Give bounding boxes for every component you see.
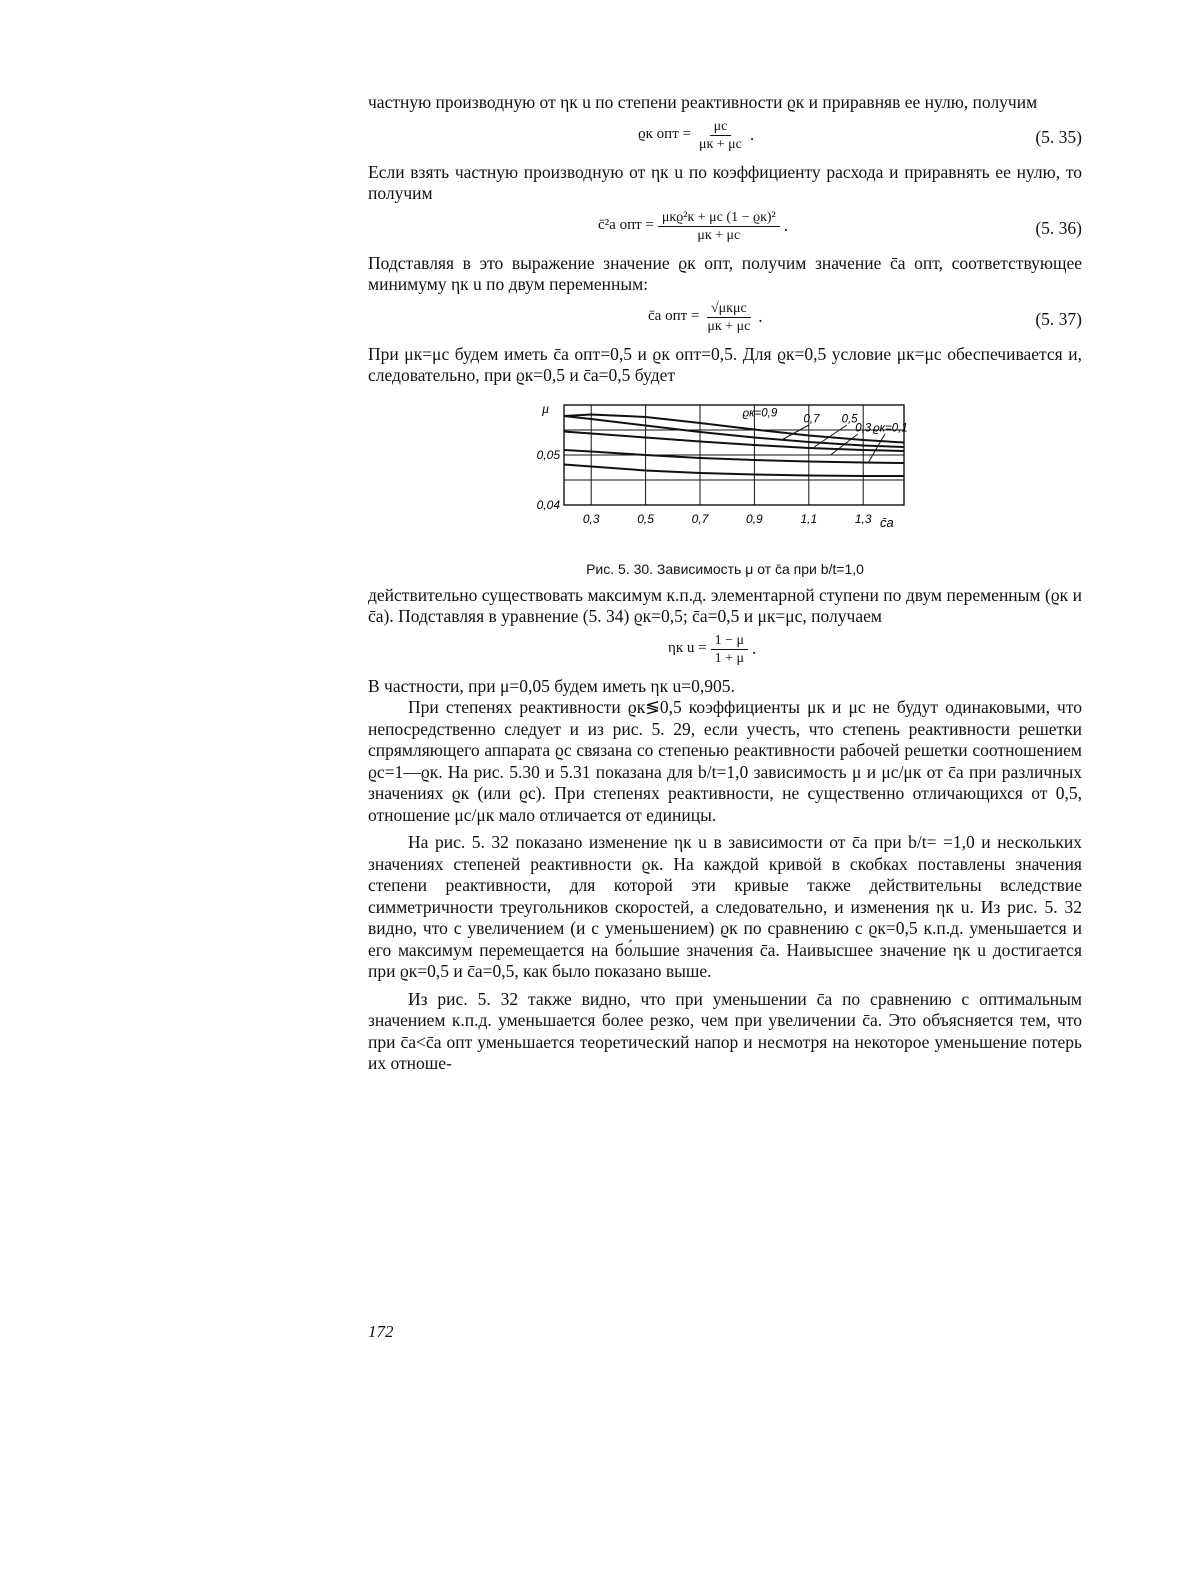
x-tick-label: 0,9 (746, 511, 763, 526)
eq1-denominator: μк + μc (698, 136, 742, 152)
eq2-tail: . (783, 215, 789, 236)
paragraph-9: Из рис. 5. 32 также видно, что при уменьшении c̄a по сравнению с оптимальным значением к.п.д. уменьшается более резко, чем при увеличении c̄a. Это объясняется тем, что при c̄a<c̄a опт уменьшается теоретический напор и несмотря на некоторое уменьшение потерь их отноше- (368, 988, 1082, 1073)
paragraph-4: При μк=μc будем иметь c̄a опт=0,5 и ϱк опт=0,5. Для ϱк=0,5 условие μк=μc обеспечивается и, следовательно, при ϱк=0,5 и c̄a=0,5 будет (368, 343, 1082, 385)
series-line-3 (564, 450, 904, 463)
x-tick-label: 1,3 (854, 511, 872, 526)
eq4-numerator: 1 − μ (711, 632, 748, 650)
page-content (368, 92, 1082, 1075)
eq2-lhs: c̄²a опт = (598, 217, 654, 234)
eq3-number: (5. 37) (1035, 308, 1082, 329)
eq3-numerator: √μкμc (707, 300, 751, 318)
x-axis-label: c̄a (880, 514, 894, 530)
paragraph-2: Если взять частную производную от ηк u по коэффициенту расхода и приравнять ее нулю, то получим (368, 161, 1082, 203)
eq2-fraction (658, 209, 780, 244)
leader-line-3 (869, 434, 885, 462)
x-tick-label: 1,1 (800, 511, 818, 526)
curve-label: 0,3 (855, 422, 872, 434)
eq2-denominator: μк + μc (697, 227, 741, 243)
eq1-tail: . (749, 124, 755, 145)
curve-label: 0,7 (803, 413, 820, 425)
figure-5-30 (368, 399, 1082, 575)
eq1-number: (5. 35) (1035, 126, 1082, 147)
y-tick-label: 0,05 (536, 447, 560, 462)
paragraph-8: На рис. 5. 32 показано изменение ηк u в зависимости от c̄a при b/t= =1,0 и нескольких значениях степеней реактивности ϱк. На каждой кривой в скобках поставлены значения степени реактивности, для которой эти кривые также действительны вследствие симметричности треугольников скоростей, а следовательно, и изменения ηк u. Из рис. 5. 32 видно, что с увеличением (и с уменьшением) ϱк по сравнению с ϱк=0,5 к.п.д. уменьшается и его максимум перемещается на бо́льшие значения c̄a. Наивысшее значение ηк u достигается при ϱк=0,5 и c̄a=0,5, как было показано выше. (368, 832, 1082, 981)
eq2-numerator: μкϱ²к + μc (1 − ϱк)² (658, 209, 780, 227)
y-tick-label: 0,04 (536, 497, 560, 512)
chart-curve-labels (742, 407, 907, 462)
series-line-4 (564, 464, 904, 476)
x-tick-label: 0,3 (582, 511, 600, 526)
eq3-fraction (703, 300, 754, 335)
eq2-number: (5. 36) (1035, 217, 1082, 238)
curve-label: ϱк=0,9 (742, 407, 778, 419)
paragraph-1: частную производную от ηк u по степени реактивности ϱк и приравняв ее нулю, получим (368, 92, 1038, 112)
eq3-lhs: c̄a опт = (648, 308, 700, 325)
equation-5-37 (368, 300, 1082, 338)
paragraph-6: В частности, при μ=0,05 будем иметь ηк u=0,905. (368, 675, 735, 696)
y-axis-label: μ (542, 401, 550, 417)
eq1-fraction (695, 118, 746, 153)
eq4-fraction (711, 632, 748, 667)
eq1-numerator: μc (710, 118, 732, 136)
figure-caption: Рис. 5. 30. Зависимость μ от c̄a при b/t=1,0 (586, 560, 864, 577)
x-tick-label: 0,7 (691, 511, 709, 526)
chart-ticks (537, 448, 872, 526)
series-line-2 (564, 431, 904, 451)
curve-label: ϱк=0,1 (873, 422, 908, 434)
eq4-denominator: 1 + μ (714, 650, 744, 666)
paragraph-3: Подставляя в это выражение значение ϱк опт, получим значение c̄a опт, соответствующее минимуму ηк u по двум переменным: (368, 252, 1082, 294)
eq1-lhs: ϱк опт = (638, 126, 691, 143)
equation-eta (368, 632, 1082, 670)
equation-5-36 (368, 209, 1082, 247)
paragraph-7: При степенях реактивности ϱк≶0,5 коэффициенты μк и μc не будут одинаковыми, что непосредственно следует и из рис. 5. 29, если учесть, что степень реактивности решетки спрямляющего аппарата ϱc связана со степенью реактивности рабочей решетки соотношением ϱc=1—ϱк. На рис. 5.30 и 5.31 показана для b/t=1,0 зависимость μ и μc/μк от c̄a при различных значениях ϱк (или ϱc). При степенях реактивности, не существенно отличающихся от 0,5, отношение μc/μк мало отличается от единицы. (368, 697, 1082, 825)
paragraph-5: действительно существовать максимум к.п.д. элементарной ступени по двум переменным (ϱк и c̄a). Подставляя в уравнение (5. 34) ϱк=0,5; c̄a=0,5 и μк=μc, получаем (368, 584, 1082, 626)
mu-chart (528, 399, 918, 559)
curve-label: 0,5 (841, 413, 858, 425)
eq4-lhs: ηк u = (668, 640, 707, 657)
eq3-tail: . (758, 306, 763, 327)
x-tick-label: 0,5 (637, 511, 654, 526)
page-number: 172 (368, 1322, 394, 1341)
eq4-tail: . (752, 638, 757, 659)
equation-5-35 (368, 118, 1082, 156)
eq3-denominator: μк + μc (707, 318, 751, 334)
